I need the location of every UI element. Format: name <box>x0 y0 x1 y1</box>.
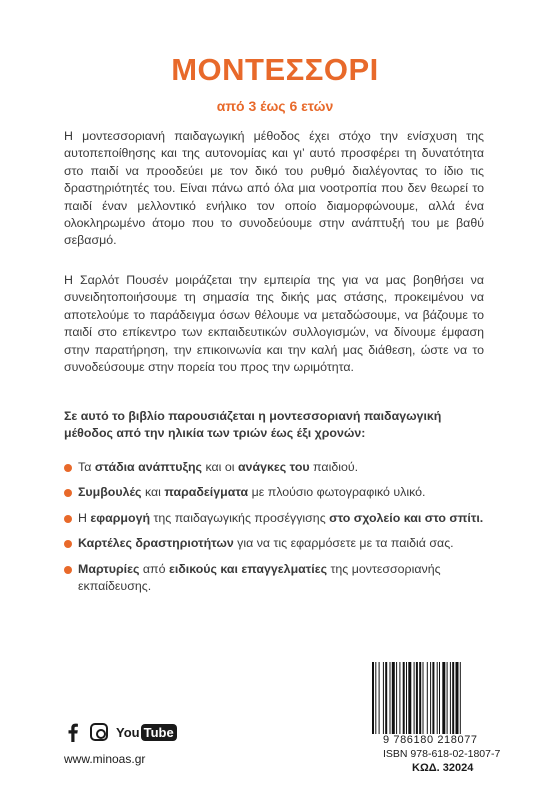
barcode-number: 9 786180 218077 <box>383 734 478 746</box>
instagram-icon[interactable] <box>90 723 108 741</box>
bullet-dot-icon <box>64 540 72 548</box>
description-paragraph-2: Η Σαρλότ Πουσέν μοιράζεται την εμπειρία της για να μας βοηθήσει να συνειδητοποιήσουμε τη σημασία της δικής μας στάσης, προκειμένου να αποτελούμε το παράδειγμα όσων θέλουμε να μεταδώσουμε, να βάζουμε το παιδί στο επίκεντρο των εκπαιδευτικών συλλογισμών, να δίνουμε έμφαση στην παρατήρηση, την επικοινωνία και την καλή μας διάθεση, ώστε να το συνοδεύσουμε στην πορεία του προς την ωριμότητα. <box>64 273 484 375</box>
bullet-dot-icon <box>64 489 72 497</box>
barcode <box>370 662 494 734</box>
feature-item: Καρτέλες δραστηριοτήτων για να τις εφαρμόσετε με τα παιδιά σας. <box>64 535 484 552</box>
feature-item: Συμβουλές και παραδείγματα με πλούσιο φωτογραφικό υλικό. <box>64 484 484 501</box>
social-links <box>64 722 177 742</box>
bullet-dot-icon <box>64 464 72 472</box>
youtube-icon[interactable]: You Tube <box>116 724 177 741</box>
website-link[interactable]: www.minoas.gr <box>64 752 146 766</box>
feature-list <box>64 459 484 603</box>
age-range-subtitle: από 3 έως 6 ετών <box>216 98 334 114</box>
bullet-dot-icon <box>64 515 72 523</box>
facebook-icon[interactable] <box>64 722 82 742</box>
product-code: ΚΩΔ. 32024 <box>412 762 474 774</box>
bullet-dot-icon <box>64 566 72 574</box>
description-paragraph-1: Η μοντεσσοριανή παιδαγωγική μέθοδος έχει στόχο την ενίσχυση της αυτοπεποίθησης και της αυτονομίας και γι’ αυτό προσφέρει τη δυνατότητα στο παιδί να προοδεύει με τον δικό του ρυθμό διαλέγοντας το ίδιο τις δραστηριότητές του. Είναι πάνω από όλα μια νοοτροπία που δεν θεωρεί το παιδί έναν μελλοντικό ενήλικο τον οποίο διαμορφώνουμε, αλλά ένα ολοκληρωμένο άτομο που το συνοδεύουμε στην ανάπτυξή του με βαθύ σεβασμό. <box>64 129 484 248</box>
bullets-intro: Σε αυτό το βιβλίο παρουσιάζεται η μοντεσσοριανή παιδαγωγική μέθοδος από την ηλικία των τριών έως έξι χρονών: <box>64 409 442 441</box>
feature-item: Μαρτυρίες από ειδικούς και επαγγελματίες της μοντεσσοριανής εκπαίδευσης. <box>64 561 484 596</box>
feature-item: Η εφαρμογή της παιδαγωγικής προσέγγισης στο σχολείο και στο σπίτι. <box>64 510 484 527</box>
feature-item: Τα στάδια ανάπτυξης και οι ανάγκες του παιδιού. <box>64 459 484 476</box>
book-title: ΜΟΝΤΕΣΣΟΡΙ <box>171 52 379 87</box>
isbn: ISBN 978-618-02-1807-7 <box>383 748 501 760</box>
